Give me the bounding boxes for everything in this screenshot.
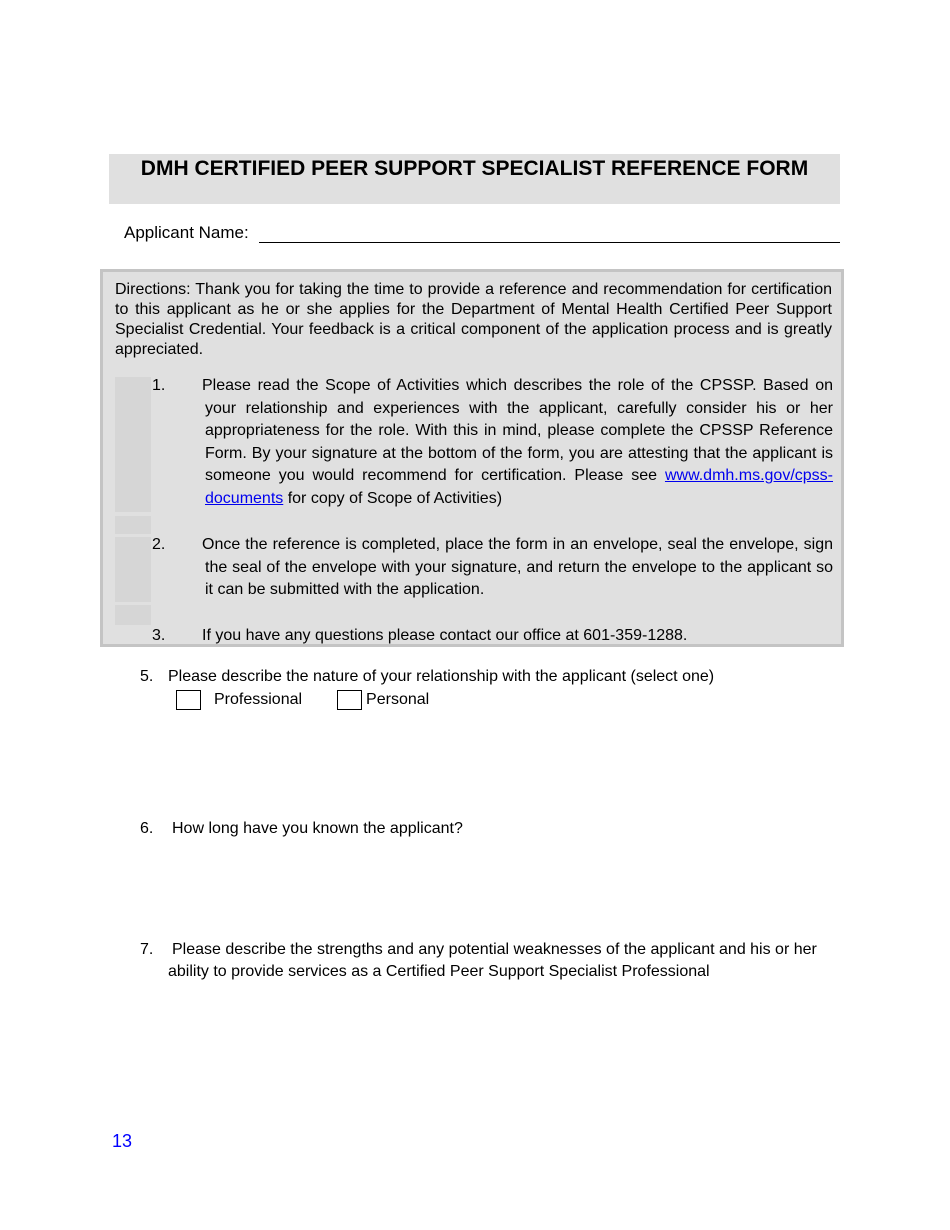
direction-item-2 — [152, 534, 833, 602]
item-number: 3. — [152, 627, 166, 644]
applicant-name-field[interactable] — [259, 224, 840, 243]
professional-label: Professional — [214, 691, 303, 708]
question-number: 5. — [140, 668, 154, 685]
shade-gutter — [115, 605, 151, 625]
applicant-name-row — [124, 223, 840, 243]
directions-intro: Directions: Thank you for taking the time to provide a reference and recommendation for certification to this applicant as he or she applies for the Department of Mental Health Certified Peer Support Specialist Credential. Your feedback is a critical component of the application process and is greatly appreciated. — [115, 281, 832, 358]
question-7 — [140, 939, 835, 983]
item-text: Once the reference is completed, place the form in an envelope, seal the envelope, sign the seal of the envelope with your signature, and return the envelope to the applicant so it can be submitted with the application. — [202, 536, 833, 599]
question-5 — [140, 666, 840, 688]
shade-gutter — [115, 537, 151, 602]
page-number: 13 — [112, 1131, 133, 1151]
direction-item-3 — [152, 625, 833, 647]
question-text: Please describe the strengths and any potential weaknesses of the applicant and his or her ability to provide services as a Certified Peer Support Specialist Professional — [168, 941, 817, 980]
form-title: DMH CERTIFIED PEER SUPPORT SPECIALIST REFERENCE FORM — [140, 157, 809, 180]
question-number: 6. — [140, 820, 154, 837]
question-text: Please describe the nature of your relationship with the applicant (select one) — [168, 668, 715, 685]
directions-box — [100, 269, 844, 647]
personal-label: Personal — [366, 691, 430, 708]
item-text: Please read the Scope of Activities which describes the role of the CPSSP. Based on your relationship and experiences with the applicant, carefully consider his or her appropriateness for the role. With this in mind, please complete the CPSSP Reference Form. By your signature at the bottom of the form, you are attesting that the applicant is someone you would recommend for certification. Please see www.dmh.ms.gov/cpss-documents for copy of Scope of Activities) — [202, 377, 833, 507]
item-number: 1. — [152, 377, 166, 394]
item-number: 2. — [152, 536, 166, 553]
relationship-options — [176, 688, 429, 712]
shade-gutter — [115, 377, 151, 512]
question-6 — [140, 818, 840, 840]
shade-gutter — [115, 516, 151, 534]
scope-documents-link[interactable]: www.dmh.ms.gov/cpss-documents — [205, 467, 833, 507]
question-text: How long have you known the applicant? — [172, 820, 463, 837]
question-number: 7. — [140, 941, 154, 958]
item-text: If you have any questions please contact our office at 601-359-1288. — [202, 627, 688, 644]
personal-checkbox[interactable] — [337, 690, 362, 710]
professional-checkbox[interactable] — [176, 690, 201, 710]
title-band — [109, 154, 840, 204]
direction-item-1 — [152, 375, 833, 511]
applicant-name-label: Applicant Name: — [124, 223, 249, 242]
